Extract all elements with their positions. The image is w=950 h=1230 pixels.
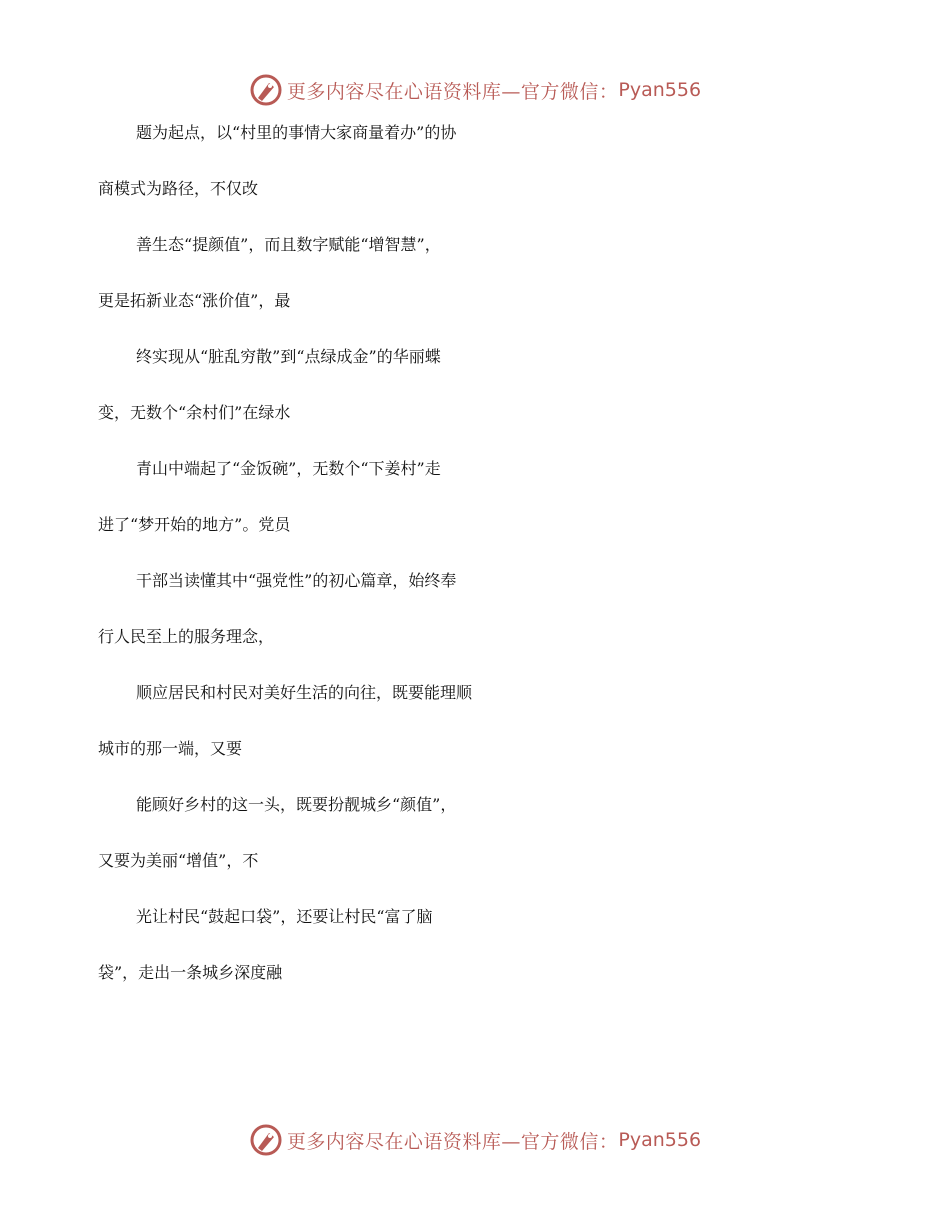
body-line: 青山中端起了“金饭碗”，无数个“下姜村”走 — [136, 459, 441, 478]
body-line: 城市的那一端，又要 — [98, 739, 243, 758]
document-body — [98, 120, 858, 1016]
body-line: 终实现从“脏乱穷散”到“点绿成金”的华丽蝶 — [136, 347, 441, 366]
watermark-brand: Pyan556 — [618, 79, 702, 101]
body-line: 善生态“提颜值”，而且数字赋能“增智慧”， — [136, 235, 441, 254]
body-line: 变，无数个“余村们”在绿水 — [98, 403, 291, 422]
body-line: 顺应居民和村民对美好生活的向往，既要能理顺 — [136, 683, 473, 702]
watermark-text: 更多内容尽在心语资料库—官方微信： — [286, 80, 619, 103]
body-line: 干部当读懂其中“强党性”的初心篇章，始终奉 — [136, 571, 457, 590]
footer-watermark — [0, 1120, 950, 1160]
body-line: 又要为美丽“增值”，不 — [98, 851, 259, 870]
body-line: 更是拓新业态“涨价值”，最 — [98, 291, 291, 310]
body-line: 光让村民“鼓起口袋”，还要让村民“富了脑 — [136, 907, 433, 926]
header-watermark — [0, 70, 950, 110]
watermark-text: 更多内容尽在心语资料库—官方微信： — [286, 1130, 619, 1153]
watermark-brand: Pyan556 — [618, 1129, 702, 1151]
body-line: 商模式为路径，不仅改 — [98, 179, 259, 198]
body-line: 袋”，走出一条城乡深度融 — [98, 963, 283, 982]
body-line: 行人民至上的服务理念， — [98, 627, 275, 646]
body-line: 题为起点，以“村里的事情大家商量着办”的协 — [136, 123, 457, 142]
pen-nib-logo-icon — [249, 73, 283, 107]
body-line: 能顾好乡村的这一头，既要扮靓城乡“颜值”， — [136, 795, 457, 814]
body-line: 进了“梦开始的地方”。党员 — [98, 515, 291, 534]
pen-nib-logo-icon — [249, 1123, 283, 1157]
